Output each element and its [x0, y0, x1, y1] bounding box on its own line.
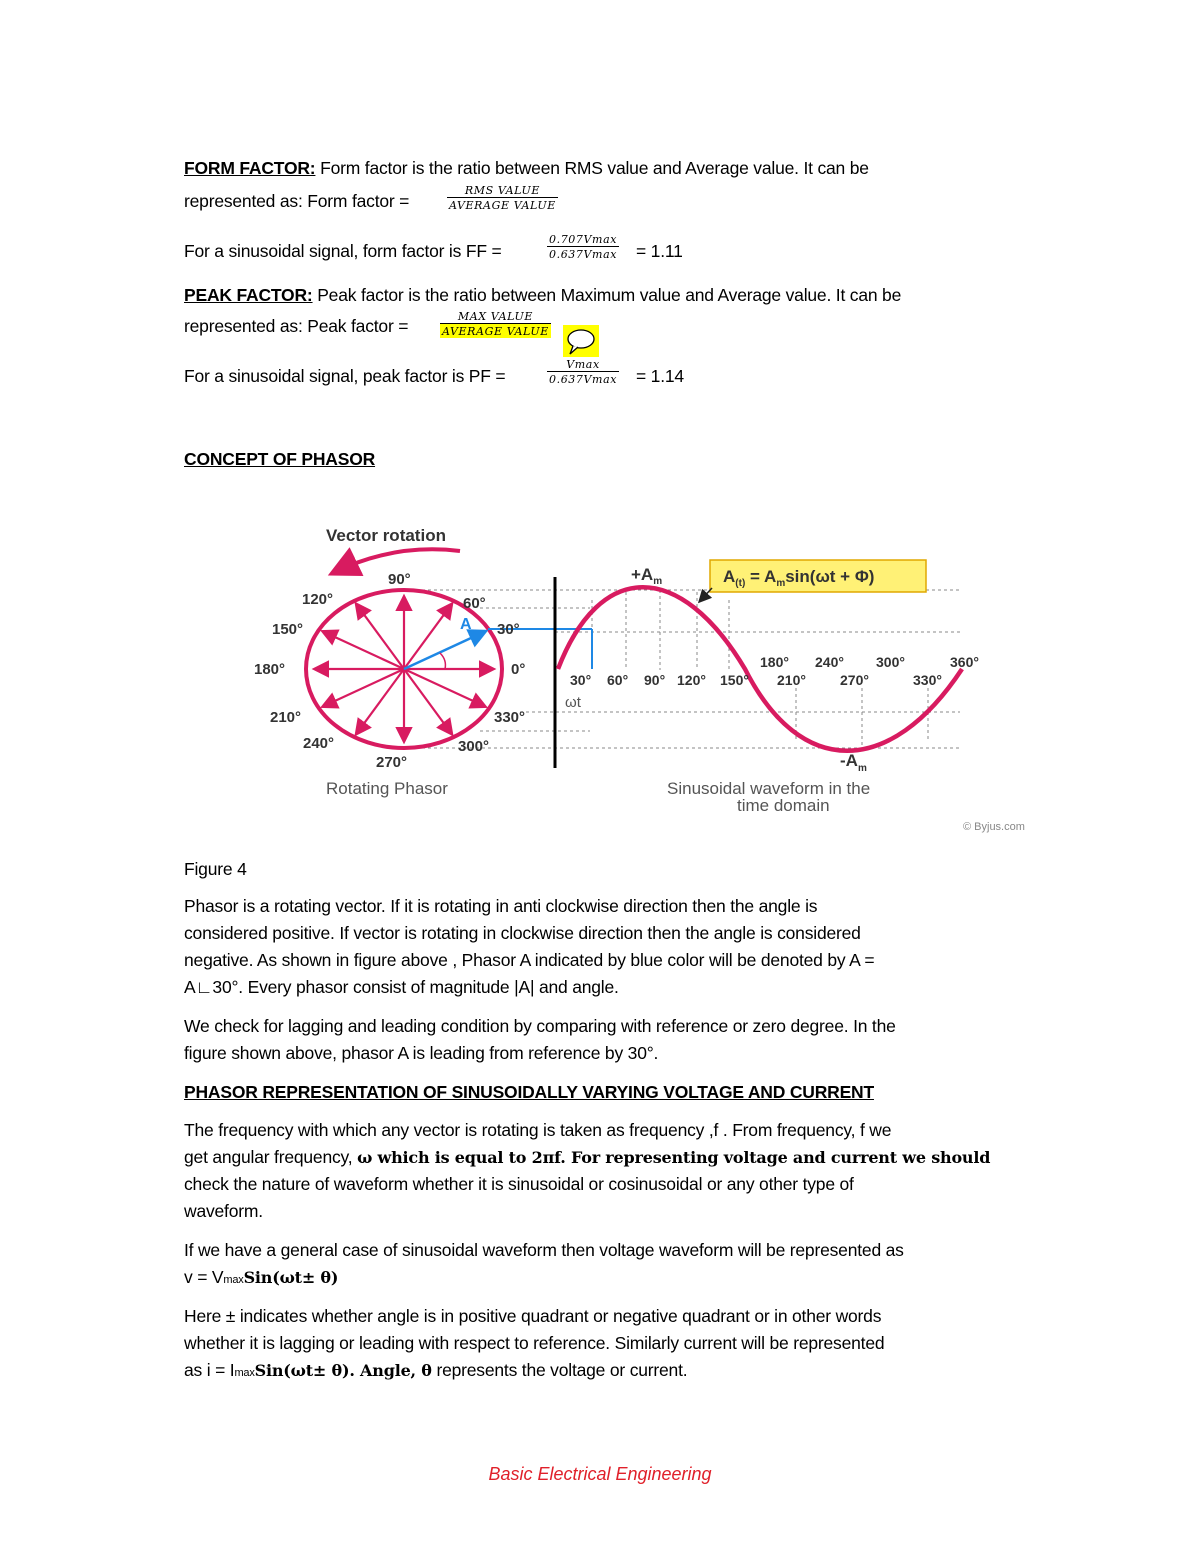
rotating-phasor-caption: Rotating Phasor	[326, 779, 448, 798]
para2-line1: We check for lagging and leading condition by comparing with reference or zero degree. In the	[184, 1016, 896, 1036]
para3-line3: check the nature of waveform whether it is sinusoidal or cosinusoidal or any other type of	[184, 1174, 854, 1194]
para1-line3: negative. As shown in figure above , Phasor A indicated by blue color will be denoted by A =	[184, 950, 875, 970]
wave-angle-60: 60°	[607, 672, 629, 688]
footer-subject: Basic Electrical Engineering	[488, 1464, 712, 1484]
phasor-a-vector	[404, 632, 484, 669]
form-factor-result: = 1.11	[636, 241, 683, 261]
phasor-a-label: A	[460, 616, 472, 633]
rotation-arrow	[335, 549, 460, 572]
form-factor-fraction: RMS VALUE AVERAGE VALUE	[449, 184, 556, 212]
wave-angle-300: 300°	[876, 654, 905, 670]
form-factor-line2: represented as: Form factor =	[184, 191, 410, 211]
angle-240: 240°	[303, 735, 335, 752]
wt-axis-label: ωt	[565, 694, 581, 711]
wave-angle-30: 30°	[570, 672, 592, 688]
plus-am-label: $+A_m$	[631, 565, 663, 587]
para5-line3: as i = ImaxSin(ωt± θ). Angle, θ represents the voltage or current.	[184, 1360, 688, 1380]
peak-factor-fraction: MAX VALUE AVERAGE VALUE	[442, 310, 549, 338]
angle-30: 30°	[497, 621, 520, 638]
comment-bubble-icon	[563, 325, 599, 357]
angle-330: 330°	[494, 709, 526, 726]
form-factor-line1: FORM FACTOR: Form factor is the ratio between RMS value and Average value. It can be	[184, 158, 869, 178]
angle-210: 210°	[270, 709, 302, 726]
form-factor-sin-fraction: 0.707Vmax 0.637Vmax	[549, 233, 618, 261]
peak-factor-line1: PEAK FACTOR: Peak factor is the ratio between Maximum value and Average value. It can be	[184, 285, 902, 305]
vector-rotation-label: Vector rotation	[326, 526, 446, 545]
wave-angle-180: 180°	[760, 654, 789, 670]
wave-angle-150: 150°	[720, 672, 749, 688]
minus-am-label: $-A_m$	[840, 751, 867, 774]
para1-line1: Phasor is a rotating vector. If it is rotating in anti clockwise direction then the angle is	[184, 896, 818, 916]
para5-line1: Here ± indicates whether angle is in positive quadrant or negative quadrant or in other words	[184, 1306, 882, 1326]
angle-arc	[440, 653, 445, 669]
angle-120: 120°	[302, 591, 334, 608]
para1-line4: A∟30°. Every phasor consist of magnitude |A| and angle.	[184, 977, 619, 997]
figure-label: Figure 4	[184, 859, 247, 879]
form-factor-heading: FORM FACTOR:	[184, 158, 316, 178]
highlighted-denominator: AVERAGE VALUE	[442, 325, 549, 338]
waveform-caption-line1: Sinusoidal waveform in the	[667, 779, 871, 798]
peak-factor-heading: PEAK FACTOR:	[184, 285, 313, 305]
peak-factor-result: = 1.14	[636, 366, 684, 386]
angle-90: 90°	[388, 571, 411, 588]
phasor-figure	[240, 515, 1060, 840]
byjus-credit: © Byjus.com	[963, 821, 1025, 833]
angle-60: 60°	[463, 595, 486, 612]
wave-angle-240: 240°	[815, 654, 844, 670]
waveform-caption-line2: time domain	[737, 796, 830, 815]
form-factor-sinusoidal: For a sinusoidal signal, form factor is FF =	[184, 241, 502, 261]
wave-angle-330: 330°	[913, 672, 942, 688]
para5-line2: whether it is lagging or leading with respect to reference. Similarly current will be represented	[184, 1333, 885, 1353]
para4-line2: v = VmaxSin(ωt± θ)	[184, 1267, 339, 1287]
wave-angle-120: 120°	[677, 672, 706, 688]
wave-angle-360: 360°	[950, 654, 979, 670]
para1-line2: considered positive. If vector is rotating in clockwise direction then the angle is considered	[184, 923, 861, 943]
para3-line1: The frequency with which any vector is rotating is taken as frequency ,f . From frequency, f we	[184, 1120, 892, 1140]
concept-of-phasor-heading: CONCEPT OF PHASOR	[184, 449, 376, 469]
para3-line2: get angular frequency, ω which is equal to 2πf. For representing voltage and current we should	[184, 1147, 991, 1167]
para4-line1: If we have a general case of sinusoidal waveform then voltage waveform will be represented as	[184, 1240, 904, 1260]
wave-angle-210: 210°	[777, 672, 806, 688]
para2-line2: figure shown above, phasor A is leading from reference by 30°.	[184, 1043, 659, 1063]
equation-text: $A_{(t)} = A_m\sin(\omega t + \Phi)$	[723, 567, 875, 589]
angle-180: 180°	[254, 661, 286, 678]
peak-factor-sin-fraction: Vmax 0.637Vmax	[549, 358, 618, 386]
peak-factor-line2: represented as: Peak factor =	[184, 316, 409, 336]
angle-270: 270°	[376, 754, 408, 771]
para3-line4: waveform.	[184, 1201, 263, 1221]
angle-300: 300°	[458, 738, 490, 755]
peak-factor-sinusoidal: For a sinusoidal signal, peak factor is PF =	[184, 366, 506, 386]
wave-angle-270: 270°	[840, 672, 869, 688]
angle-150: 150°	[272, 621, 304, 638]
angle-0: 0°	[511, 661, 526, 678]
wave-angle-90: 90°	[644, 672, 666, 688]
comment-marker[interactable]	[563, 325, 599, 357]
phasor-representation-heading: PHASOR REPRESENTATION OF SINUSOIDALLY VARYING VOLTAGE AND CURRENT	[184, 1082, 874, 1102]
